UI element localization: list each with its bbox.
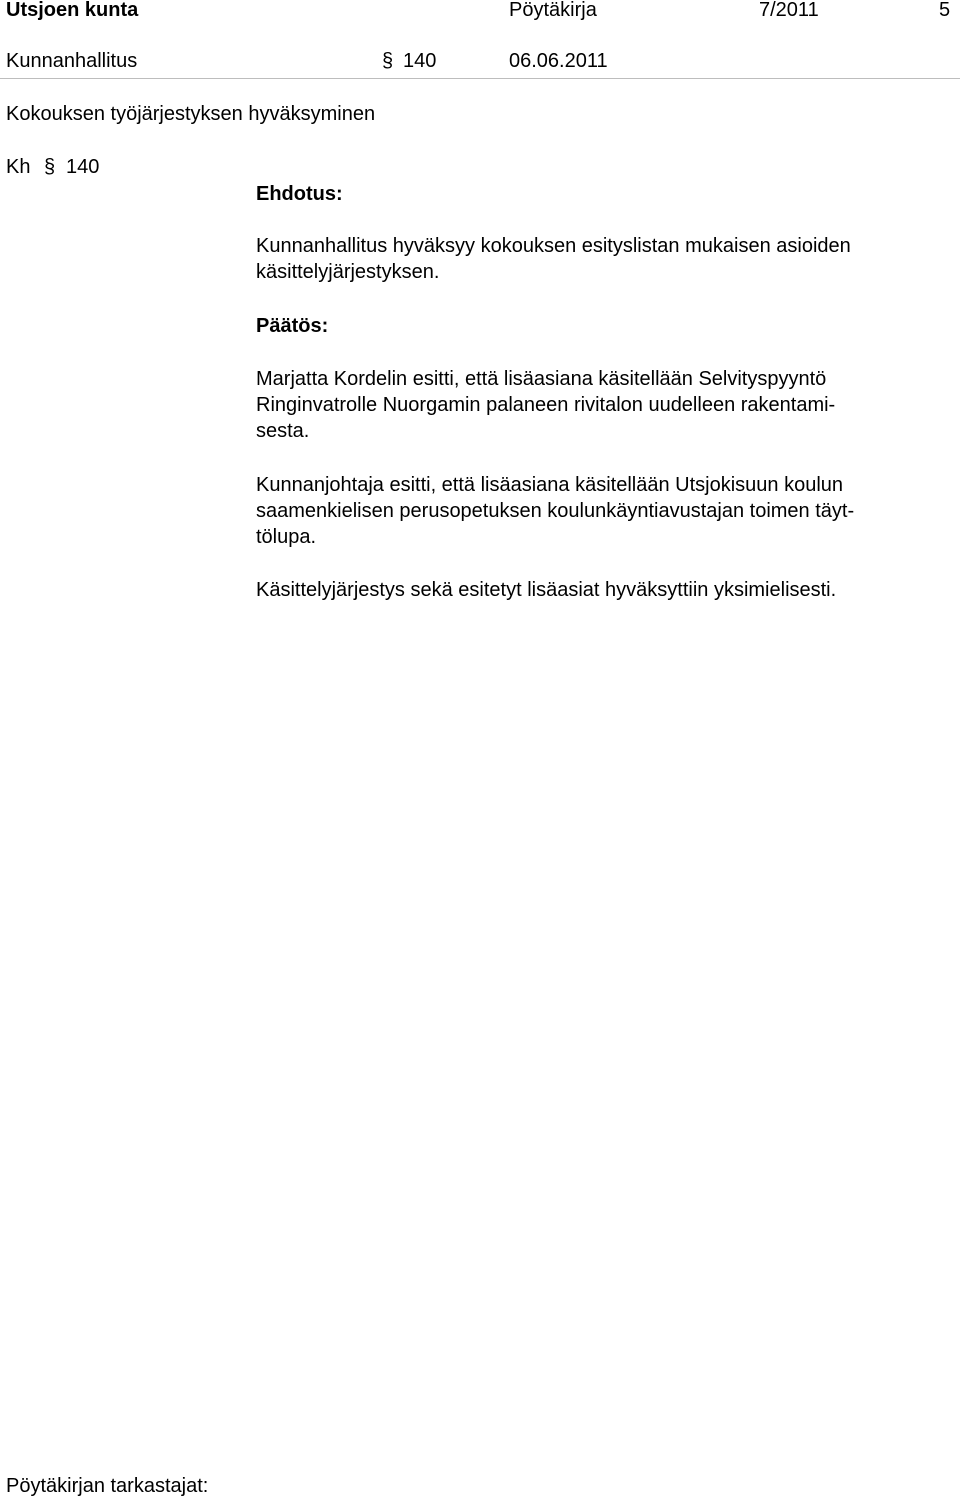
proposal-text [256, 233, 946, 285]
decision-line: sesta. [256, 420, 310, 442]
decision-paragraph [256, 577, 946, 603]
section-symbol: § [382, 50, 394, 72]
decision-line: Marjatta Kordelin esitti, että lisäasiana käsitellään Selvityspyyntö [256, 368, 827, 390]
meeting-date: 06.06.2011 [509, 50, 608, 72]
header-divider [0, 78, 960, 79]
item-ref-symbol: § [44, 156, 56, 178]
proposal-line: käsittelyjärjestyksen. [256, 261, 440, 283]
section-number: 140 [403, 50, 437, 72]
document-number: 7/2011 [759, 0, 819, 21]
proposal-heading: Ehdotus: [256, 183, 343, 205]
decision-line: Käsittelyjärjestys sekä esitetyt lisäasiat hyväksyttiin yksimielisesti. [256, 579, 837, 601]
decision-line: Kunnanjohtaja esitti, että lisäasiana käsitellään Utsjokisuun koulun [256, 474, 844, 496]
decision-heading: Päätös: [256, 315, 329, 337]
item-ref-number: 140 [66, 156, 100, 178]
reviewers-label: Pöytäkirjan tarkastajat: [6, 1475, 209, 1497]
decision-paragraph [256, 472, 946, 550]
decision-line: saamenkielisen perusopetuksen koulunkäyntiavustajan toimen täyt- [256, 500, 855, 522]
proposal-line: Kunnanhallitus hyväksyy kokouksen esityslistan mukaisen asioiden [256, 235, 851, 257]
decision-paragraph [256, 366, 946, 444]
page-number: 5 [939, 0, 951, 21]
document-type: Pöytäkirja [509, 0, 597, 21]
item-ref-prefix: Kh [6, 156, 31, 178]
item-title: Kokouksen työjärjestyksen hyväksyminen [6, 103, 376, 125]
decision-line: Ringinvatrolle Nuorgamin palaneen rivitalon uudelleen rakentami- [256, 394, 836, 416]
decision-line: tölupa. [256, 526, 317, 548]
body-name: Kunnanhallitus [6, 50, 138, 72]
municipality-name: Utsjoen kunta [6, 0, 139, 21]
